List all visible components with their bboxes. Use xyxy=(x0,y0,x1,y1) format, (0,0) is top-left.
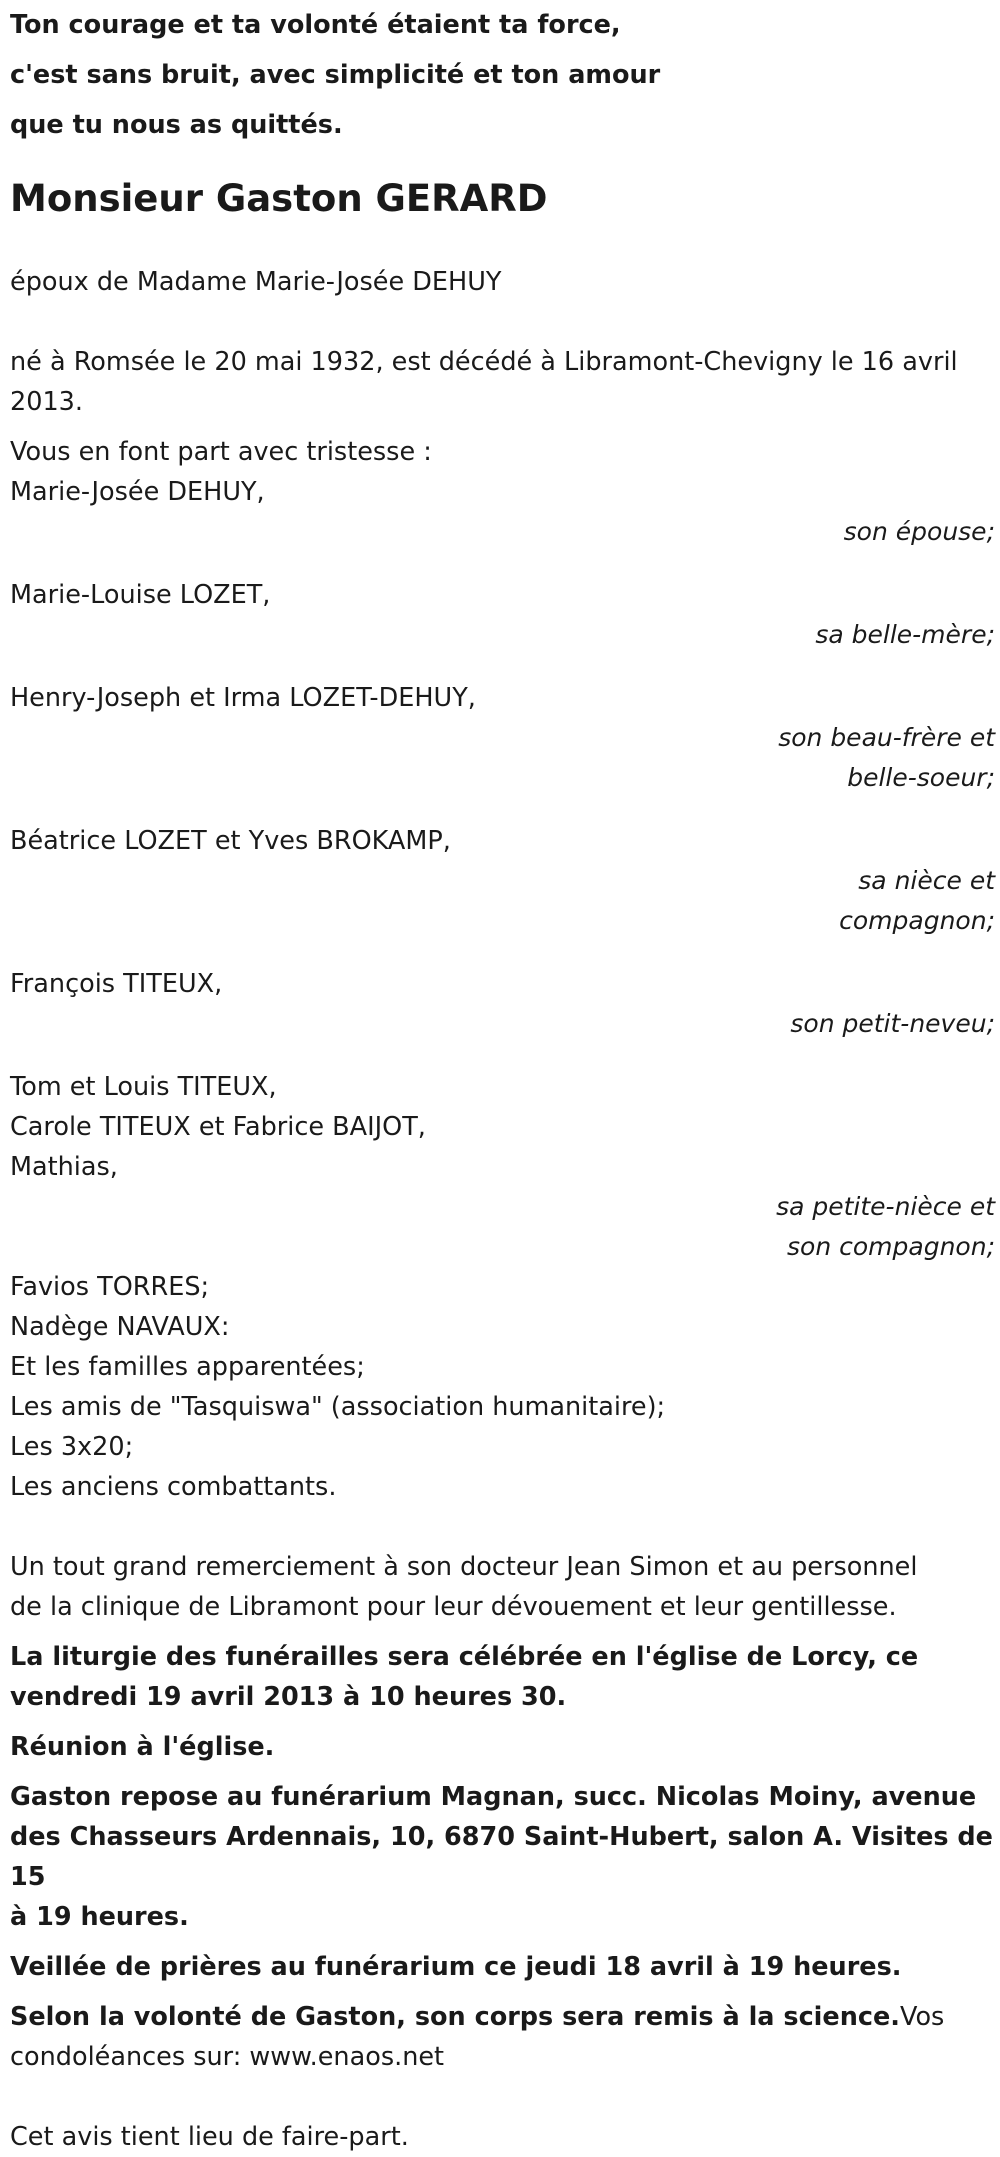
liturgy-paragraph xyxy=(10,1637,995,1717)
rest-line: des Chasseurs Ardennais, 10, 6870 Saint-Hubert, salon A. Visites de 15 xyxy=(10,1822,993,1892)
rest-line: à 19 heures. xyxy=(10,1902,189,1932)
thanks-line: de la clinique de Libramont pour leur dévouement et leur gentillesse. xyxy=(10,1592,897,1622)
family-member-name: Mathias, xyxy=(10,1152,118,1182)
spouse-line: époux de Madame Marie-Josée DEHUY xyxy=(10,267,502,297)
obituary-page xyxy=(10,0,995,2157)
family-relation: son épouse; xyxy=(843,517,995,546)
family-relation: belle-soeur; xyxy=(847,763,995,792)
family-relation: son compagnon; xyxy=(787,1232,995,1261)
condolences-line: condoléances sur: www.enaos.net xyxy=(10,2042,445,2072)
birth-line: 2013. xyxy=(10,387,84,417)
mention-line: Les amis de "Tasquiswa" (association humanitaire); xyxy=(10,1392,666,1422)
family-member-name: Tom et Louis TITEUX, xyxy=(10,1072,277,1102)
family-member-name: Carole TITEUX et Fabrice BAIJOT, xyxy=(10,1112,426,1142)
intro-quote xyxy=(10,0,995,150)
intro-line: Ton courage et ta volonté étaient ta force, xyxy=(10,10,621,40)
liturgy-line: La liturgie des funérailles sera célébrée en l'église de Lorcy, ce xyxy=(10,1642,919,1672)
family-relation: compagnon; xyxy=(839,906,995,935)
rest-paragraph xyxy=(10,1777,995,1937)
family-relation: sa nièce et xyxy=(858,866,995,895)
family-relation: sa belle-mère; xyxy=(815,620,995,649)
family-relation: son petit-neveu; xyxy=(790,1009,995,1038)
mention-line: Nadège NAVAUX: xyxy=(10,1312,230,1342)
reunion-line: Réunion à l'église. xyxy=(10,1732,275,1762)
thanks-line: Un tout grand remerciement à son docteur Jean Simon et au personnel xyxy=(10,1552,918,1582)
deceased-name: Monsieur Gaston GERARD xyxy=(10,177,548,220)
announcement: Vous en font part avec tristesse : xyxy=(10,437,432,467)
thanks-paragraph xyxy=(10,1547,995,1627)
will-bold-text: Selon la volonté de Gaston, son corps sera remis à la science. xyxy=(10,2002,900,2032)
family-member-name: Marie-Louise LOZET, xyxy=(10,580,271,610)
family-member-name: Béatrice LOZET et Yves BROKAMP, xyxy=(10,826,451,856)
family-member-name: François TITEUX, xyxy=(10,969,223,999)
vigil-line: Veillée de prières au funérarium ce jeudi 18 avril à 19 heures. xyxy=(10,1952,902,1982)
intro-line: que tu nous as quittés. xyxy=(10,110,343,140)
mention-line: Favios TORRES; xyxy=(10,1272,210,1302)
will-normal-text: Vos xyxy=(899,2002,945,2032)
closing-line: Cet avis tient lieu de faire-part. xyxy=(10,2122,409,2152)
family-relation: son beau-frère et xyxy=(778,723,995,752)
family-list xyxy=(10,472,995,1267)
family-relation: sa petite-nièce et xyxy=(776,1192,995,1221)
will-line xyxy=(10,1997,995,2037)
other-mentions xyxy=(10,1267,995,1507)
mention-line: Les 3x20; xyxy=(10,1432,134,1462)
liturgy-line: vendredi 19 avril 2013 à 10 heures 30. xyxy=(10,1682,567,1712)
intro-line: c'est sans bruit, avec simplicité et ton amour xyxy=(10,60,661,90)
family-member-name: Marie-Josée DEHUY, xyxy=(10,477,265,507)
mention-line: Les anciens combattants. xyxy=(10,1472,337,1502)
mention-line: Et les familles apparentées; xyxy=(10,1352,365,1382)
birth-line: né à Romsée le 20 mai 1932, est décédé à Libramont-Chevigny le 16 avril xyxy=(10,347,958,377)
rest-line: Gaston repose au funérarium Magnan, succ. Nicolas Moiny, avenue xyxy=(10,1782,977,1812)
family-member-name: Henry-Joseph et Irma LOZET-DEHUY, xyxy=(10,683,476,713)
